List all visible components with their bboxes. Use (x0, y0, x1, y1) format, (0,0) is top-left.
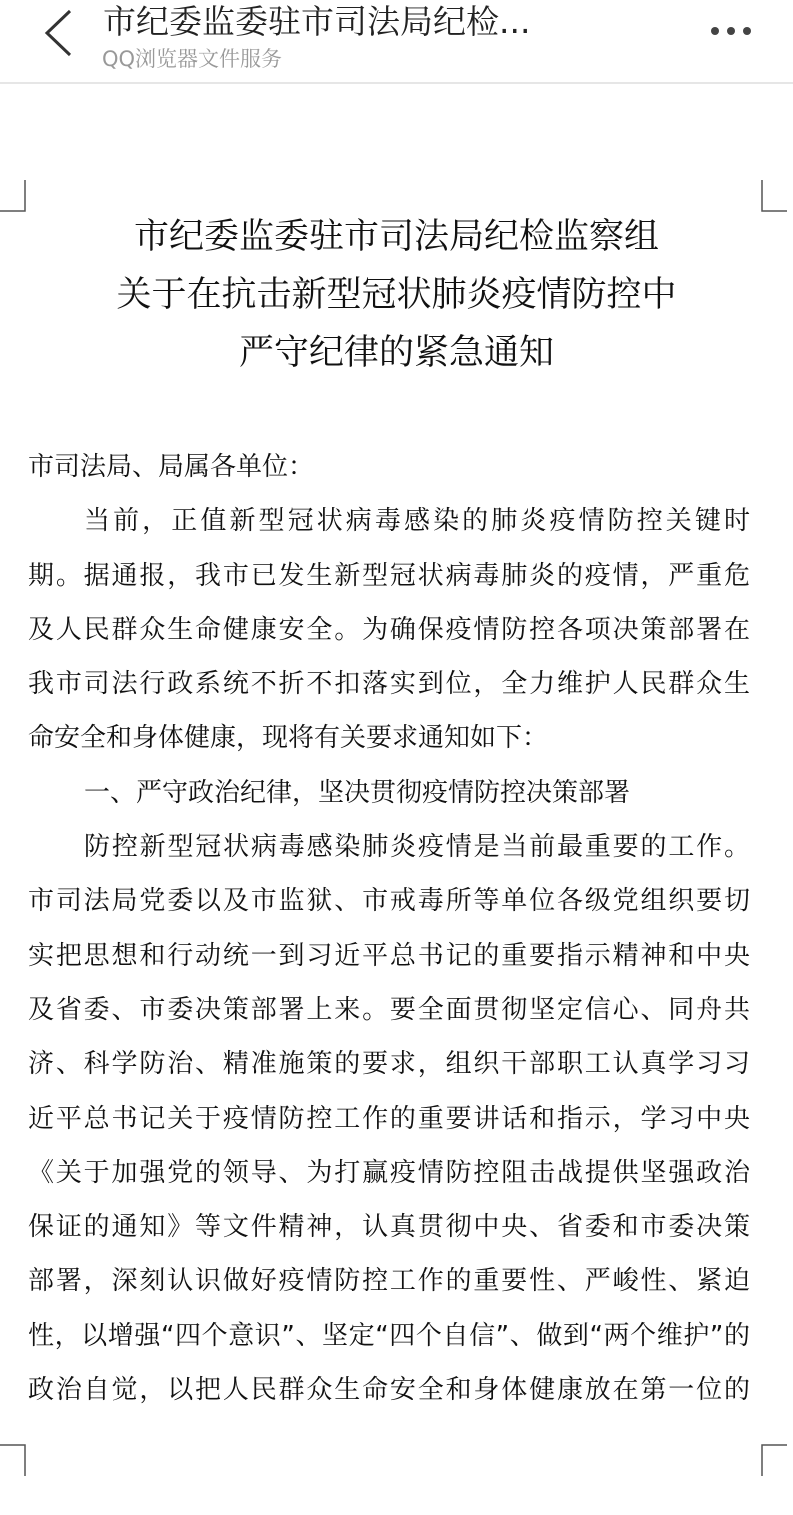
more-menu-button[interactable] (705, 18, 757, 44)
document-title-line: 市纪委监委驻市司法局纪检监察组 (133, 217, 659, 257)
document-text-line: 近平总书记关于疫情防控工作的重要讲话和指示，学习中央 (28, 1103, 750, 1134)
more-dots-icon (705, 18, 757, 44)
document-text-line: 《关于加强党的领导、为打赢疫情防控阻击战提供坚强政治 (28, 1157, 750, 1188)
document-text-line: 期。据通报，我市已发生新型冠状病毒肺炎的疫情，严重危 (28, 560, 750, 591)
document-text-line: 性，以增强“四个意识”、坚定“四个自信”、做到“两个维护”的 (28, 1320, 750, 1351)
page-corner-mark (761, 1444, 787, 1476)
page-corner-mark (0, 1444, 26, 1476)
document-text-line: 实把思想和行动统一到习近平总书记的重要指示精神和中央 (28, 940, 750, 971)
document-text-line: 一、严守政治纪律，坚决贯彻疫情防控决策部署 (84, 777, 631, 808)
document-text-line: 当前，正值新型冠状病毒感染的肺炎疫情防控关键时 (84, 506, 750, 537)
chevron-left-icon (40, 8, 80, 58)
document-text-line: 我市司法行政系统不折不扣落实到位，全力维护人民群众生 (28, 669, 750, 700)
document-text-line: 政治自觉，以把人民群众生命安全和身体健康放在第一位的 (28, 1375, 750, 1406)
document-text-line: 市司法局党委以及市监狱、市戒毒所等单位各级党组织要切 (28, 886, 750, 917)
document-text-line: 及省委、市委决策部署上来。要全面贯彻坚定信心、同舟共 (28, 994, 750, 1025)
document-text-line: 及人民群众生命健康安全。为确保疫情防控各项决策部署在 (28, 614, 750, 645)
document-title-line: 严守纪律的紧急通知 (238, 333, 554, 373)
document-title (0, 208, 793, 382)
page-subtitle: QQ浏览器文件服务 (102, 47, 283, 71)
document-text-line: 防控新型冠状病毒感染肺炎疫情是当前最重要的工作。 (84, 832, 750, 863)
document-text-line: 部署，深刻认识做好疫情防控工作的重要性、严峻性、紧迫 (28, 1266, 750, 1297)
document-text-line: 济、科学防治、精准施策的要求，组织干部职工认真学习习 (28, 1049, 750, 1080)
page-title: 市纪委监委驻市司法局纪检... (103, 2, 531, 41)
document-text-line: 市司法局、局属各单位： (28, 452, 315, 482)
top-bar (0, 0, 793, 84)
back-button[interactable] (40, 8, 80, 58)
document-text-line: 保证的通知》等文件精神，认真贯彻中央、省委和市委决策 (28, 1212, 750, 1243)
document-title-line: 关于在抗击新型冠状肺炎疫情防控中 (116, 275, 677, 315)
document-body (28, 440, 750, 1417)
document-text-line: 命安全和身体健康，现将有关要求通知如下： (28, 723, 549, 754)
